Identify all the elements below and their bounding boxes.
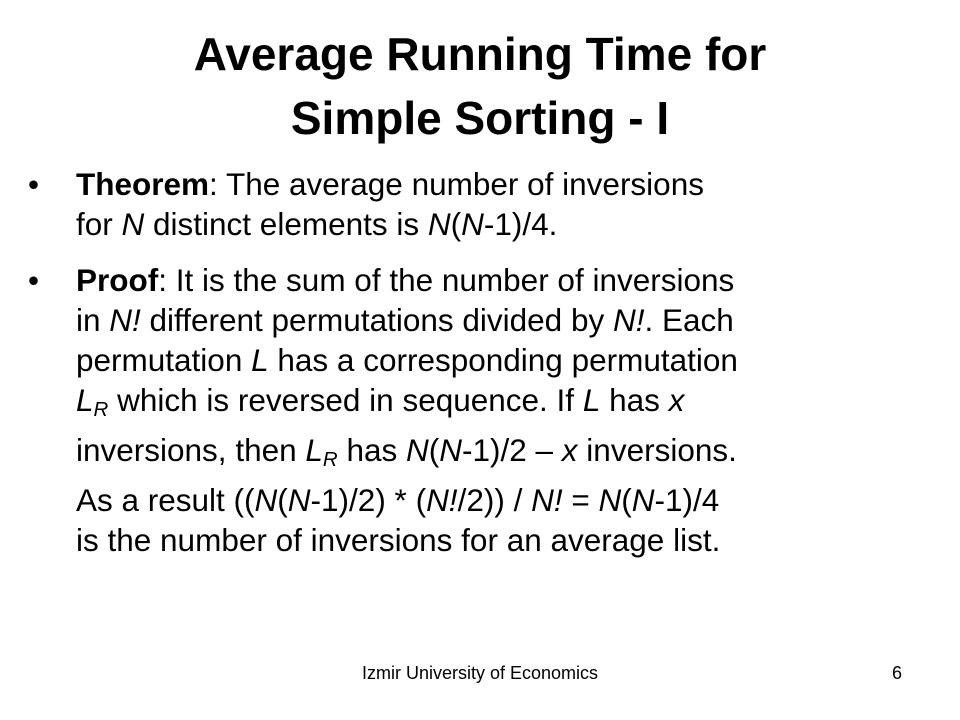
bullet-line: [76, 262, 734, 298]
math-var: L: [305, 432, 323, 469]
slide-title: [0, 22, 960, 150]
proof-label: Proof: [76, 262, 159, 298]
bullet-line: [76, 166, 704, 202]
math-var: N!: [426, 482, 458, 519]
math-var: N!: [109, 302, 141, 338]
math-var: N: [631, 482, 655, 519]
bullet-text: (: [428, 432, 440, 469]
bullet-text: -1)/4: [654, 482, 720, 519]
bullet-text: distinct elements is: [144, 206, 428, 242]
math-var: N: [439, 432, 462, 469]
bullet-line: [76, 430, 928, 480]
bullet-text: is the number of inversions for an average list.: [76, 522, 721, 559]
bullet-line: [76, 340, 928, 380]
math-var: N: [287, 482, 311, 519]
bullet-theorem: [28, 164, 928, 244]
bullet-text: -1)/4.: [483, 206, 558, 242]
page-number: 6: [891, 663, 902, 683]
math-subscript: R: [322, 448, 338, 472]
bullet-text: has a corresponding permutation: [268, 342, 738, 378]
slide-title-line-2: Simple Sorting - I: [290, 92, 670, 144]
math-var: L: [582, 382, 601, 418]
bullet-text: /2)) /: [457, 482, 532, 519]
bullet-text: for: [76, 206, 122, 242]
bullet-text: has: [337, 432, 406, 469]
math-var: N: [427, 206, 451, 242]
math-subscript: R: [93, 398, 109, 422]
bullet-line: [76, 204, 928, 244]
bullet-text: . Each: [644, 302, 734, 338]
bullet-dot-icon: •: [28, 262, 40, 298]
math-var: N: [254, 482, 278, 519]
bullet-text: : The average number of inversions: [209, 166, 704, 202]
math-var: N: [121, 206, 145, 242]
bullet-dot-icon: •: [28, 166, 40, 202]
bullet-text: has: [600, 382, 669, 418]
math-var: N: [461, 206, 484, 242]
bullet-text: in: [76, 302, 110, 338]
bullet-text: -1)/2) * (: [310, 482, 427, 519]
math-var: N: [598, 482, 622, 519]
bullet-text: (: [450, 206, 462, 242]
bullet-line: [76, 380, 928, 430]
math-var: N!: [612, 302, 645, 338]
bullet-text: which is reversed in sequence. If: [108, 382, 583, 418]
slide-title-line-1: Average Running Time for: [193, 28, 767, 80]
bullet-text: As a result ((: [76, 482, 255, 519]
bullet-list: [28, 164, 928, 576]
bullet-text: inversions, then: [76, 432, 306, 469]
math-var: N!: [531, 482, 563, 519]
math-var: L: [251, 342, 269, 378]
math-var: x: [561, 432, 578, 469]
bullet-line: [76, 520, 928, 560]
bullet-text: -1)/2 –: [462, 432, 562, 469]
bullet-text: =: [562, 482, 599, 519]
bullet-line: [76, 480, 928, 520]
math-var: L: [76, 382, 94, 418]
bullet-line: [76, 300, 928, 340]
bullet-text: (: [277, 482, 288, 519]
bullet-text: different permutations divided by: [140, 302, 613, 338]
bullet-text: permutation: [76, 342, 252, 378]
math-var: x: [668, 382, 685, 418]
bullet-proof: [28, 260, 928, 560]
math-var: N: [406, 432, 429, 469]
bullet-text: inversions.: [577, 432, 737, 469]
bullet-text: : It is the sum of the number of inversions: [158, 262, 735, 298]
footer-institution: Izmir University of Economics: [361, 663, 599, 683]
bullet-text: (: [621, 482, 632, 519]
theorem-label: Theorem: [76, 166, 210, 202]
